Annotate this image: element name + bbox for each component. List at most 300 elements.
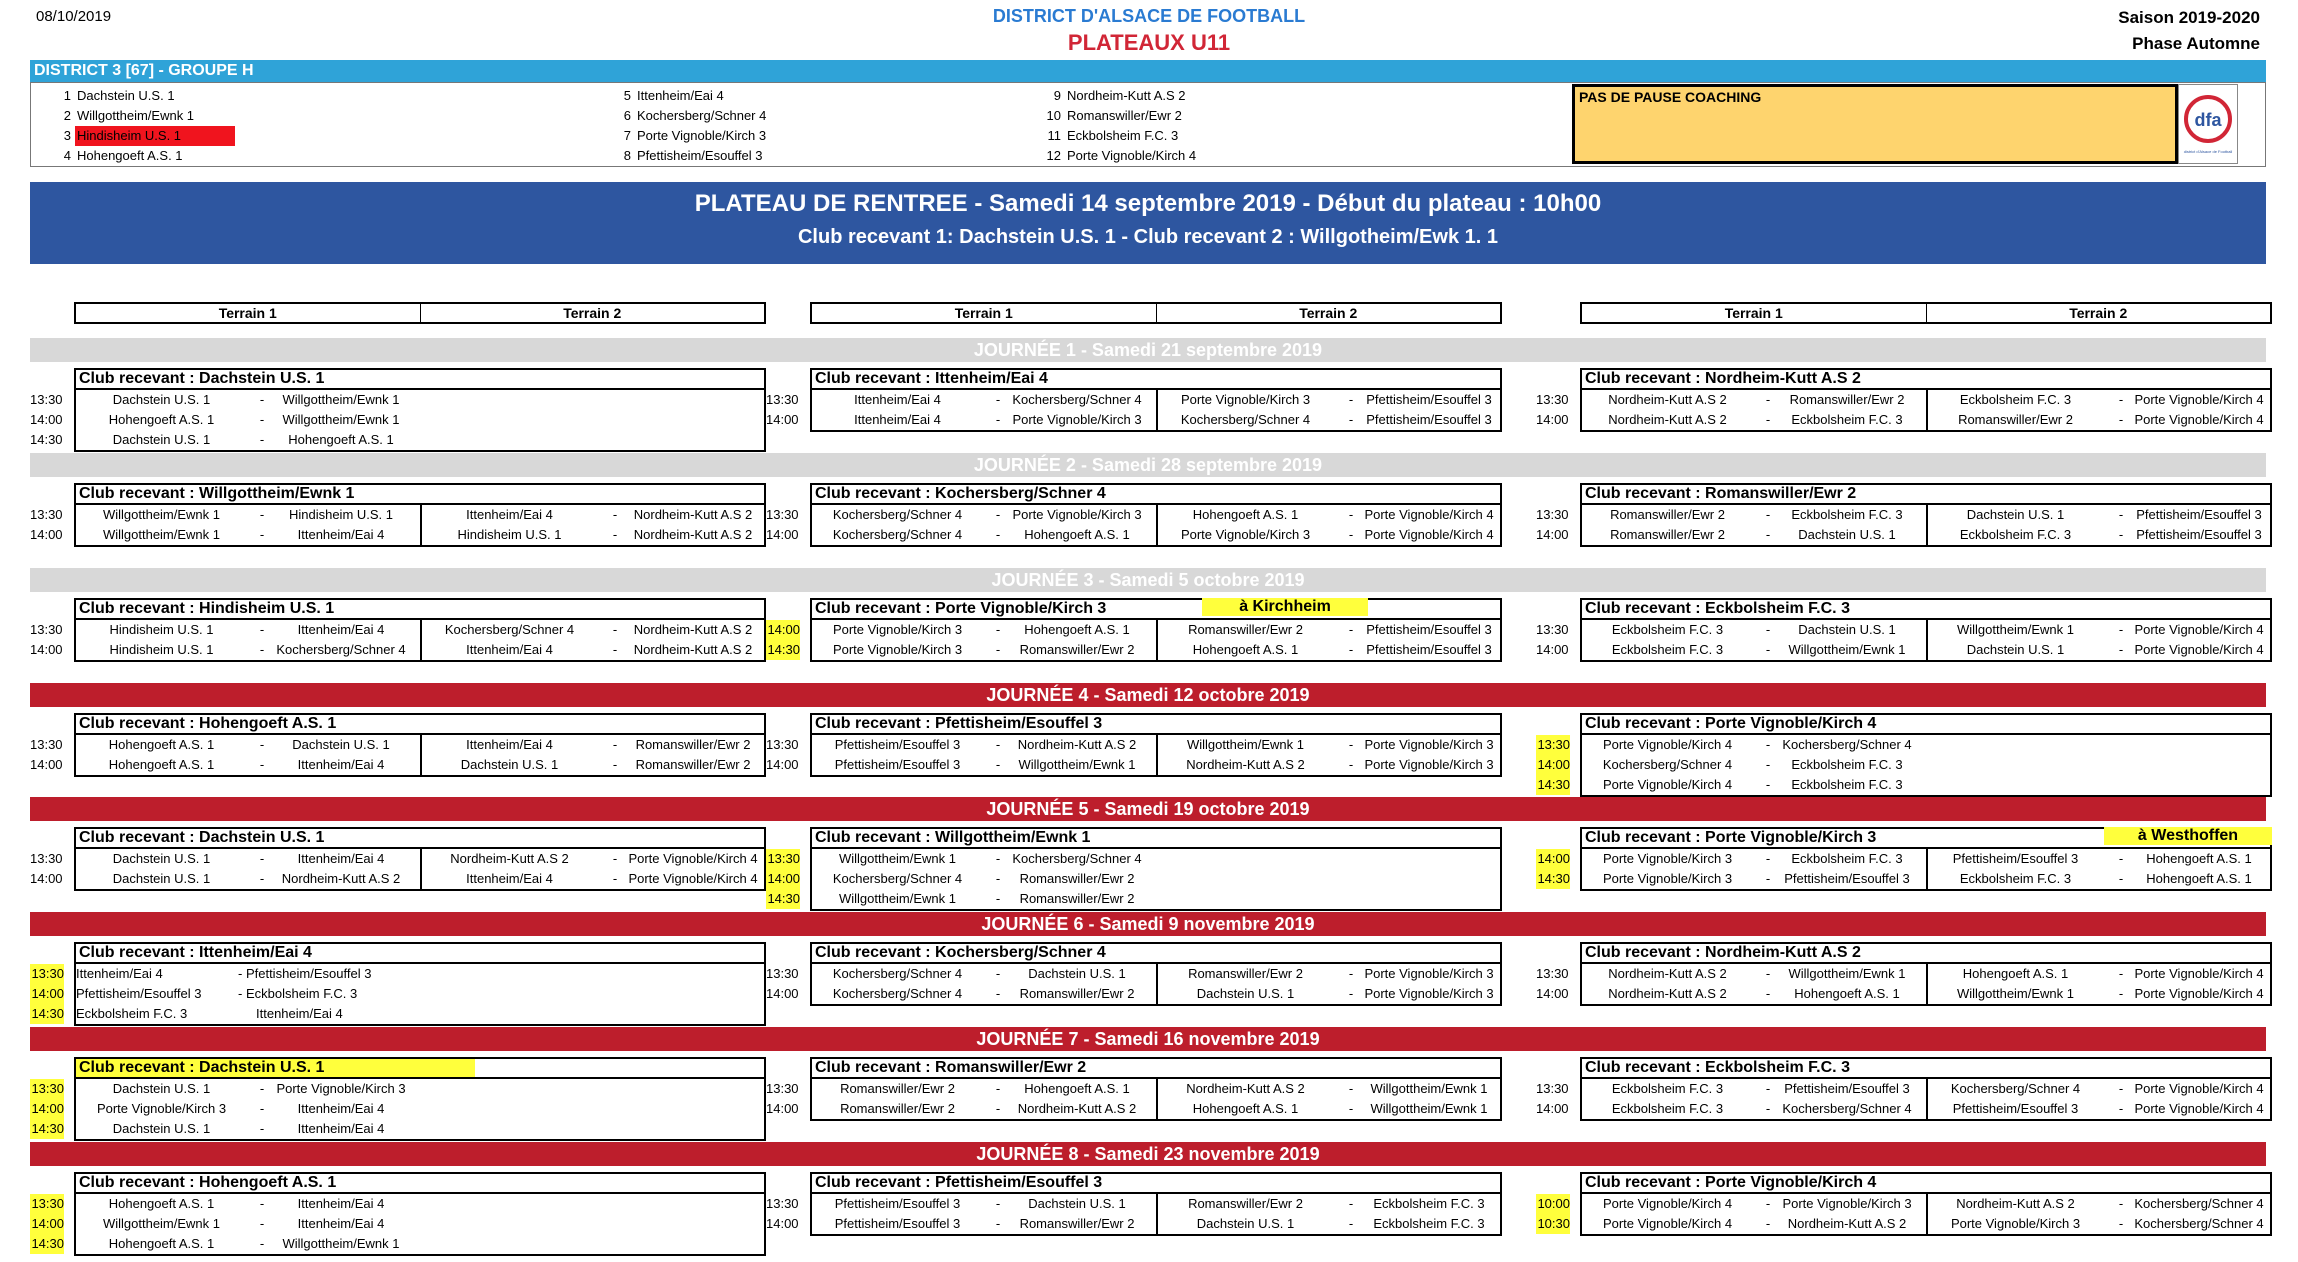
home-team-terrain-2: Romanswiller/Ewr 2 <box>1958 412 2073 427</box>
dash: - <box>612 737 618 752</box>
away-team: Eckbolsheim F.C. 3 <box>1791 851 1903 866</box>
home-team-terrain-2: Dachstein U.S. 1 <box>1966 507 2065 522</box>
club-header: Club recevant : Kochersberg/Schner 4 <box>810 483 1502 505</box>
home-team-terrain-2: Hohengoeft A.S. 1 <box>1962 966 2069 981</box>
match-time: 10:30 <box>1536 1214 1570 1234</box>
away-team-terrain-2: Pfettisheim/Esouffel 3 <box>1366 642 1492 657</box>
home-team: Porte Vignoble/Kirch 4 <box>1602 1216 1733 1231</box>
away-team: Dachstein U.S. 1 <box>1028 966 1126 981</box>
rentree-clubs: Club recevant 1: Dachstein U.S. 1 - Club recevant 2 : Willgotheim/Ewk 1. 1 <box>797 226 1498 248</box>
away-team-terrain-2: Porte Vignoble/Kirch 4 <box>2134 642 2264 657</box>
match-row <box>1536 390 2272 410</box>
home-team: Eckbolsheim F.C. 3 <box>76 1006 188 1021</box>
match-time: 14:30 <box>1536 869 1570 889</box>
dash: - <box>259 412 265 427</box>
team-name: Hohengoeft A.S. 1 <box>77 148 183 163</box>
away-team-terrain-2: Porte Vignoble/Kirch 4 <box>2134 1101 2264 1116</box>
dash: - <box>2118 986 2124 1001</box>
match-time: 13:30 <box>766 849 800 869</box>
dash: - <box>995 642 1001 657</box>
team-name: Kochersberg/Schner 4 <box>637 108 767 123</box>
match-time: 14:30 <box>30 1004 64 1024</box>
dash: - <box>995 1216 1001 1231</box>
match-time: 13:30 <box>1536 622 1569 637</box>
away-team: Eckbolsheim F.C. 3 <box>1791 757 1903 772</box>
match-time: 13:30 <box>30 1194 64 1214</box>
away-team: Willgottheim/Ewnk 1 <box>1788 966 1906 981</box>
match-time: 14:00 <box>766 412 799 427</box>
dash: - <box>1765 737 1771 752</box>
team-number: 8 <box>623 148 631 163</box>
away-team: Kochersberg/Schner 4 <box>1782 1101 1912 1116</box>
match-time: 13:30 <box>1536 392 1569 407</box>
match-time: 13:30 <box>30 622 63 637</box>
away-team-terrain-2: Hohengoeft A.S. 1 <box>2146 851 2252 866</box>
home-team-terrain-2: Dachstein U.S. 1 <box>1966 642 2065 657</box>
away-team: Romanswiller/Ewr 2 <box>1019 1216 1135 1231</box>
away-team: Romanswiller/Ewr 2 <box>1789 392 1905 407</box>
match-row <box>1536 1079 2272 1099</box>
team-number: 1 <box>63 88 71 103</box>
away-team-terrain-2: Porte Vignoble/Kirch 4 <box>628 871 758 886</box>
club-header: Club recevant : Porte Vignoble/Kirch 3 <box>1580 827 2272 849</box>
away-team: - Pfettisheim/Esouffel 3 <box>238 966 372 981</box>
home-team-terrain-2: Kochersberg/Schner 4 <box>444 622 575 637</box>
dfa-logo-icon <box>2179 85 2237 163</box>
dash: - <box>2118 966 2124 981</box>
dash: - <box>1765 1216 1771 1231</box>
match-time: 14:30 <box>766 889 800 909</box>
match-time: 14:00 <box>30 412 63 427</box>
home-team: Romanswiller/Ewr 2 <box>1610 507 1725 522</box>
match-row <box>766 505 1502 525</box>
team-name: Hindisheim U.S. 1 <box>75 126 235 146</box>
home-team-terrain-2: Nordheim-Kutt A.S 2 <box>1186 757 1305 772</box>
dash: - <box>995 966 1001 981</box>
team-number: 7 <box>623 128 631 143</box>
match-row <box>30 1194 766 1214</box>
dash: - <box>1765 851 1771 866</box>
home-team: Ittenheim/Eai 4 <box>76 966 163 981</box>
team-item <box>1021 126 1178 146</box>
away-team-terrain-2: Porte Vignoble/Kirch 4 <box>2134 966 2264 981</box>
home-team: Willgottheim/Ewnk 1 <box>102 527 221 542</box>
dash: - <box>995 737 1001 752</box>
match-row <box>30 1099 766 1119</box>
team-number: 6 <box>623 108 631 123</box>
home-team: Kochersberg/Schner 4 <box>1602 757 1733 772</box>
club-header: Club recevant : Hindisheim U.S. 1 <box>74 598 766 620</box>
terrain-header <box>810 302 1502 324</box>
dash: - <box>1765 757 1771 772</box>
home-team: Eckbolsheim F.C. 3 <box>1611 642 1724 657</box>
away-team: Kochersberg/Schner 4 <box>1012 851 1142 866</box>
dash: - <box>995 986 1001 1001</box>
away-team-terrain-2: Willgottheim/Ewnk 1 <box>1370 1081 1488 1096</box>
match-row <box>30 755 766 775</box>
venue-note: à Westhoffen <box>2104 827 2272 845</box>
match-row <box>1536 755 2272 775</box>
match-row <box>766 889 1502 909</box>
team-name: Ittenheim/Eai 4 <box>637 88 724 103</box>
dash: - <box>995 1101 1001 1116</box>
match-row <box>1536 964 2272 984</box>
dash: - <box>2118 507 2124 522</box>
team-name: Eckbolsheim F.C. 3 <box>1067 128 1179 143</box>
club-header: Club recevant : Romanswiller/Ewr 2 <box>810 1057 1502 1079</box>
match-row <box>30 430 766 450</box>
home-team-terrain-2: Hohengoeft A.S. 1 <box>1192 507 1299 522</box>
journee-header: JOURNÉE 4 - Samedi 12 octobre 2019 <box>30 683 2266 707</box>
home-team-terrain-2: Romanswiller/Ewr 2 <box>1188 1196 1303 1211</box>
away-team: Porte Vignoble/Kirch 3 <box>1012 507 1142 522</box>
dash: - <box>259 642 265 657</box>
dash: - <box>1348 642 1354 657</box>
home-team: Dachstein U.S. 1 <box>112 871 211 886</box>
dash: - <box>995 527 1001 542</box>
match-row <box>1536 1099 2272 1119</box>
match-time: 14:00 <box>1536 849 1570 869</box>
dash: - <box>1765 507 1771 522</box>
home-team: Ittenheim/Eai 4 <box>854 392 941 407</box>
club-header: Club recevant : Romanswiller/Ewr 2 <box>1580 483 2272 505</box>
home-team: Hindisheim U.S. 1 <box>109 622 214 637</box>
away-team: Pfettisheim/Esouffel 3 <box>1784 871 1910 886</box>
dash: - <box>1348 622 1354 637</box>
away-team: Porte Vignoble/Kirch 3 <box>1782 1196 1912 1211</box>
dash: - <box>1765 1101 1771 1116</box>
match-row <box>30 505 766 525</box>
dash: - <box>612 851 618 866</box>
away-team: Ittenheim/Eai 4 <box>297 622 385 637</box>
home-team: Romanswiller/Ewr 2 <box>840 1081 955 1096</box>
dash: - <box>612 642 618 657</box>
dash: - <box>259 507 265 522</box>
match-row <box>1536 525 2272 545</box>
away-team: Dachstein U.S. 1 <box>1798 622 1896 637</box>
match-row <box>766 735 1502 755</box>
plateau-rentree-banner <box>30 182 2266 264</box>
home-team-terrain-2: Pfettisheim/Esouffel 3 <box>1952 851 2079 866</box>
match-time: 13:30 <box>30 507 63 522</box>
home-team-terrain-2: Eckbolsheim F.C. 3 <box>1959 527 2072 542</box>
home-team: Porte Vignoble/Kirch 4 <box>1602 1196 1733 1211</box>
match-time: 13:30 <box>30 851 63 866</box>
match-row <box>766 1194 1502 1214</box>
dash: - <box>2118 392 2124 407</box>
district-title: DISTRICT D'ALSACE DE FOOTBALL <box>992 6 1306 26</box>
dash: - <box>259 1236 265 1251</box>
home-team: Romanswiller/Ewr 2 <box>1610 527 1725 542</box>
dash: - <box>995 891 1001 906</box>
away-team-terrain-2: Pfettisheim/Esouffel 3 <box>1366 622 1492 637</box>
match-row <box>766 1214 1502 1234</box>
away-team: Willgottheim/Ewnk 1 <box>282 1236 400 1251</box>
match-time: 13:30 <box>766 507 799 522</box>
match-time: 13:30 <box>30 964 64 984</box>
away-team: Nordheim-Kutt A.S 2 <box>1017 737 1137 752</box>
home-team: Porte Vignoble/Kirch 3 <box>1602 871 1733 886</box>
dash: - <box>612 622 618 637</box>
team-number: 9 <box>1053 88 1061 103</box>
dash: - <box>2118 642 2124 657</box>
home-team-terrain-2: Eckbolsheim F.C. 3 <box>1959 392 2072 407</box>
match-row <box>1536 849 2272 869</box>
home-team: Porte Vignoble/Kirch 3 <box>832 642 963 657</box>
match-time: 13:30 <box>766 1081 799 1096</box>
match-row <box>30 1079 766 1099</box>
away-team: Willgottheim/Ewnk 1 <box>1788 642 1906 657</box>
dash: - <box>1765 986 1771 1001</box>
match-time: 10:00 <box>1536 1194 1570 1214</box>
dash: - <box>995 392 1001 407</box>
home-team: Eckbolsheim F.C. 3 <box>1611 622 1724 637</box>
team-number: 11 <box>1047 128 1061 143</box>
dash: - <box>995 1196 1001 1211</box>
match-time: 14:30 <box>30 1119 64 1139</box>
match-time: 13:30 <box>766 737 799 752</box>
logo-caption: district d'Alsace de Football <box>2183 149 2233 154</box>
dash: - <box>2118 527 2124 542</box>
home-team: Kochersberg/Schner 4 <box>832 527 963 542</box>
match-row <box>30 525 766 545</box>
dash: - <box>1765 622 1771 637</box>
away-team: Kochersberg/Schner 4 <box>1012 392 1142 407</box>
team-item <box>31 146 183 166</box>
dash: - <box>259 1081 265 1096</box>
away-team: Romanswiller/Ewr 2 <box>1019 891 1135 906</box>
match-time: 14:00 <box>766 1216 799 1231</box>
match-row <box>30 1234 766 1254</box>
away-team: Ittenheim/Eai 4 <box>297 1196 385 1211</box>
away-team: - Eckbolsheim F.C. 3 <box>238 986 358 1001</box>
district-logo <box>2178 84 2238 164</box>
team-number: 5 <box>623 88 631 103</box>
match-time: 13:30 <box>1536 507 1569 522</box>
match-row <box>766 869 1502 889</box>
home-team-terrain-2: Willgottheim/Ewnk 1 <box>1956 622 2075 637</box>
team-number: 2 <box>63 108 71 123</box>
team-name: Romanswiller/Ewr 2 <box>1067 108 1182 123</box>
match-row <box>766 849 1502 869</box>
dash: - <box>2118 1196 2124 1211</box>
match-time: 13:30 <box>30 392 63 407</box>
away-team: Dachstein U.S. 1 <box>1028 1196 1126 1211</box>
home-team-terrain-2: Willgottheim/Ewnk 1 <box>1186 737 1305 752</box>
away-team-terrain-2: Nordheim-Kutt A.S 2 <box>633 642 753 657</box>
match-time: 14:30 <box>766 640 800 660</box>
dash: - <box>2118 871 2124 886</box>
club-header: Club recevant : Eckbolsheim F.C. 3 <box>1580 1057 2272 1079</box>
dash: - <box>995 507 1001 522</box>
dash: - <box>1348 1101 1354 1116</box>
match-row <box>766 525 1502 545</box>
home-team: Hohengoeft A.S. 1 <box>108 1196 215 1211</box>
match-row <box>1536 620 2272 640</box>
team-item <box>591 106 766 126</box>
dash: - <box>612 871 618 886</box>
away-team-terrain-2: Nordheim-Kutt A.S 2 <box>633 507 753 522</box>
dash: - <box>612 527 618 542</box>
away-team: Porte Vignoble/Kirch 3 <box>276 1081 406 1096</box>
match-row <box>1536 505 2272 525</box>
away-team: Romanswiller/Ewr 2 <box>1019 642 1135 657</box>
away-team: Pfettisheim/Esouffel 3 <box>1784 1081 1910 1096</box>
phase-label: Phase Automne <box>2132 34 2260 53</box>
dash: - <box>2118 851 2124 866</box>
match-time: 14:00 <box>766 869 800 889</box>
dash: - <box>1348 412 1354 427</box>
journee-header: JOURNÉE 6 - Samedi 9 novembre 2019 <box>30 912 2266 936</box>
home-team: Hohengoeft A.S. 1 <box>108 757 215 772</box>
away-team-terrain-2: Kochersberg/Schner 4 <box>2134 1196 2264 1211</box>
away-team: Kochersberg/Schner 4 <box>276 642 406 657</box>
dash: - <box>259 392 265 407</box>
away-team-terrain-2: Porte Vignoble/Kirch 4 <box>2134 412 2264 427</box>
match-time: 14:30 <box>30 1234 64 1254</box>
home-team-terrain-2: Porte Vignoble/Kirch 3 <box>1180 392 1311 407</box>
team-name: Porte Vignoble/Kirch 3 <box>637 128 767 143</box>
match-row <box>30 410 766 430</box>
away-team-terrain-2: Porte Vignoble/Kirch 3 <box>1364 737 1494 752</box>
away-team-terrain-2: Romanswiller/Ewr 2 <box>635 757 751 772</box>
away-team: Dachstein U.S. 1 <box>1798 527 1896 542</box>
dash: - <box>995 622 1001 637</box>
match-time: 14:00 <box>766 1101 799 1116</box>
home-team: Willgottheim/Ewnk 1 <box>838 851 957 866</box>
match-time: 14:00 <box>30 1099 64 1119</box>
match-row <box>30 1214 766 1234</box>
match-time: 14:00 <box>766 757 799 772</box>
journee-header: JOURNÉE 8 - Samedi 23 novembre 2019 <box>30 1142 2266 1166</box>
away-team-terrain-2: Willgottheim/Ewnk 1 <box>1370 1101 1488 1116</box>
away-team-terrain-2: Porte Vignoble/Kirch 3 <box>1364 966 1494 981</box>
match-row <box>766 1079 1502 1099</box>
club-header: Club recevant : Porte Vignoble/Kirch 4 <box>1580 713 2272 735</box>
dash: - <box>1765 871 1771 886</box>
team-number: 10 <box>1046 108 1061 123</box>
match-time: 14:00 <box>1536 755 1570 775</box>
dash: - <box>1348 1196 1354 1211</box>
away-team: Ittenheim/Eai 4 <box>297 757 385 772</box>
home-team: Nordheim-Kutt A.S 2 <box>1608 966 1727 981</box>
home-team: Dachstein U.S. 1 <box>112 1121 211 1136</box>
home-team: Ittenheim/Eai 4 <box>854 412 941 427</box>
home-team: Nordheim-Kutt A.S 2 <box>1608 392 1727 407</box>
match-time: 13:30 <box>1536 735 1570 755</box>
terrain-1-label: Terrain 1 <box>76 304 421 322</box>
home-team-terrain-2: Nordheim-Kutt A.S 2 <box>450 851 569 866</box>
club-header: Club recevant : Nordheim-Kutt A.S 2 <box>1580 942 2272 964</box>
dash: - <box>995 851 1001 866</box>
away-team-terrain-2: Porte Vignoble/Kirch 3 <box>1364 757 1494 772</box>
away-team-terrain-2: Porte Vignoble/Kirch 4 <box>2134 622 2264 637</box>
dash: - <box>995 1081 1001 1096</box>
dash: - <box>1348 757 1354 772</box>
dash: - <box>259 757 265 772</box>
match-row <box>1536 735 2272 755</box>
match-time: 14:00 <box>766 620 800 640</box>
away-team: Eckbolsheim F.C. 3 <box>1791 507 1903 522</box>
away-team: Romanswiller/Ewr 2 <box>1019 871 1135 886</box>
home-team-terrain-2: Kochersberg/Schner 4 <box>1180 412 1311 427</box>
away-team-terrain-2: Porte Vignoble/Kirch 4 <box>2134 392 2264 407</box>
dash: - <box>1765 777 1771 792</box>
away-team-terrain-2: Hohengoeft A.S. 1 <box>2146 871 2252 886</box>
home-team: Dachstein U.S. 1 <box>112 851 211 866</box>
home-team: Hohengoeft A.S. 1 <box>108 412 215 427</box>
terrain-2-label: Terrain 2 <box>563 305 622 321</box>
home-team-terrain-2: Dachstein U.S. 1 <box>1196 1216 1295 1231</box>
team-item <box>591 86 724 106</box>
dash: - <box>1348 392 1354 407</box>
team-name: Porte Vignoble/Kirch 4 <box>1067 148 1197 163</box>
terrain-1-label: Terrain 1 <box>1582 304 1927 322</box>
team-item <box>591 146 763 166</box>
away-team: Ittenheim/Eai 4 <box>297 1101 385 1116</box>
home-team-terrain-2: Kochersberg/Schner 4 <box>1950 1081 2081 1096</box>
dash: - <box>612 507 618 522</box>
dash: - <box>1765 966 1771 981</box>
match-row <box>1536 640 2272 660</box>
home-team-terrain-2: Ittenheim/Eai 4 <box>466 871 553 886</box>
match-time: 13:30 <box>766 966 799 981</box>
away-team-terrain-2: Kochersberg/Schner 4 <box>2134 1216 2264 1231</box>
home-team-terrain-2: Ittenheim/Eai 4 <box>466 737 553 752</box>
away-team-terrain-2: Nordheim-Kutt A.S 2 <box>633 622 753 637</box>
dash: - <box>1765 1196 1771 1211</box>
home-team: Eckbolsheim F.C. 3 <box>1611 1081 1724 1096</box>
dash: - <box>259 1196 265 1211</box>
home-team-terrain-2: Porte Vignoble/Kirch 3 <box>1180 527 1311 542</box>
terrain-2-label: Terrain 2 <box>2069 305 2128 321</box>
match-row <box>1536 1194 2272 1214</box>
away-team-terrain-2: Pfettisheim/Esouffel 3 <box>1366 392 1492 407</box>
home-team: Porte Vignoble/Kirch 3 <box>1602 851 1733 866</box>
team-name: Nordheim-Kutt A.S 2 <box>1067 88 1186 103</box>
team-name: Pfettisheim/Esouffel 3 <box>637 148 763 163</box>
dash: - <box>259 737 265 752</box>
match-row <box>1536 984 2272 1004</box>
home-team: Pfettisheim/Esouffel 3 <box>834 757 961 772</box>
match-row <box>30 964 766 984</box>
home-team: Pfettisheim/Esouffel 3 <box>76 986 202 1001</box>
away-team: Hohengoeft A.S. 1 <box>1024 1081 1130 1096</box>
match-time: 14:00 <box>1536 1101 1569 1116</box>
match-row <box>766 964 1502 984</box>
match-time: 14:00 <box>30 984 64 1004</box>
dash: - <box>995 757 1001 772</box>
match-time: 13:30 <box>1536 1081 1569 1096</box>
document-date: 08/10/2019 <box>36 8 112 25</box>
dash: - <box>995 871 1001 886</box>
away-team-terrain-2: Pfettisheim/Esouffel 3 <box>2136 527 2262 542</box>
away-team: Willgottheim/Ewnk 1 <box>282 412 400 427</box>
match-row <box>30 390 766 410</box>
club-header: Club recevant : Porte Vignoble/Kirch 4 <box>1580 1172 2272 1194</box>
dash: - <box>1348 1216 1354 1231</box>
away-team: Hindisheim U.S. 1 <box>288 507 394 522</box>
home-team: Kochersberg/Schner 4 <box>832 507 963 522</box>
away-team: Ittenheim/Eai 4 <box>297 527 385 542</box>
dash: - <box>259 622 265 637</box>
match-row <box>30 735 766 755</box>
away-team-terrain-2: Porte Vignoble/Kirch 4 <box>1364 507 1494 522</box>
journee-header: JOURNÉE 7 - Samedi 16 novembre 2019 <box>30 1027 2266 1051</box>
home-team-terrain-2: Romanswiller/Ewr 2 <box>1188 966 1303 981</box>
team-item <box>1021 106 1182 126</box>
season-label: Saison 2019-2020 <box>2118 8 2260 27</box>
